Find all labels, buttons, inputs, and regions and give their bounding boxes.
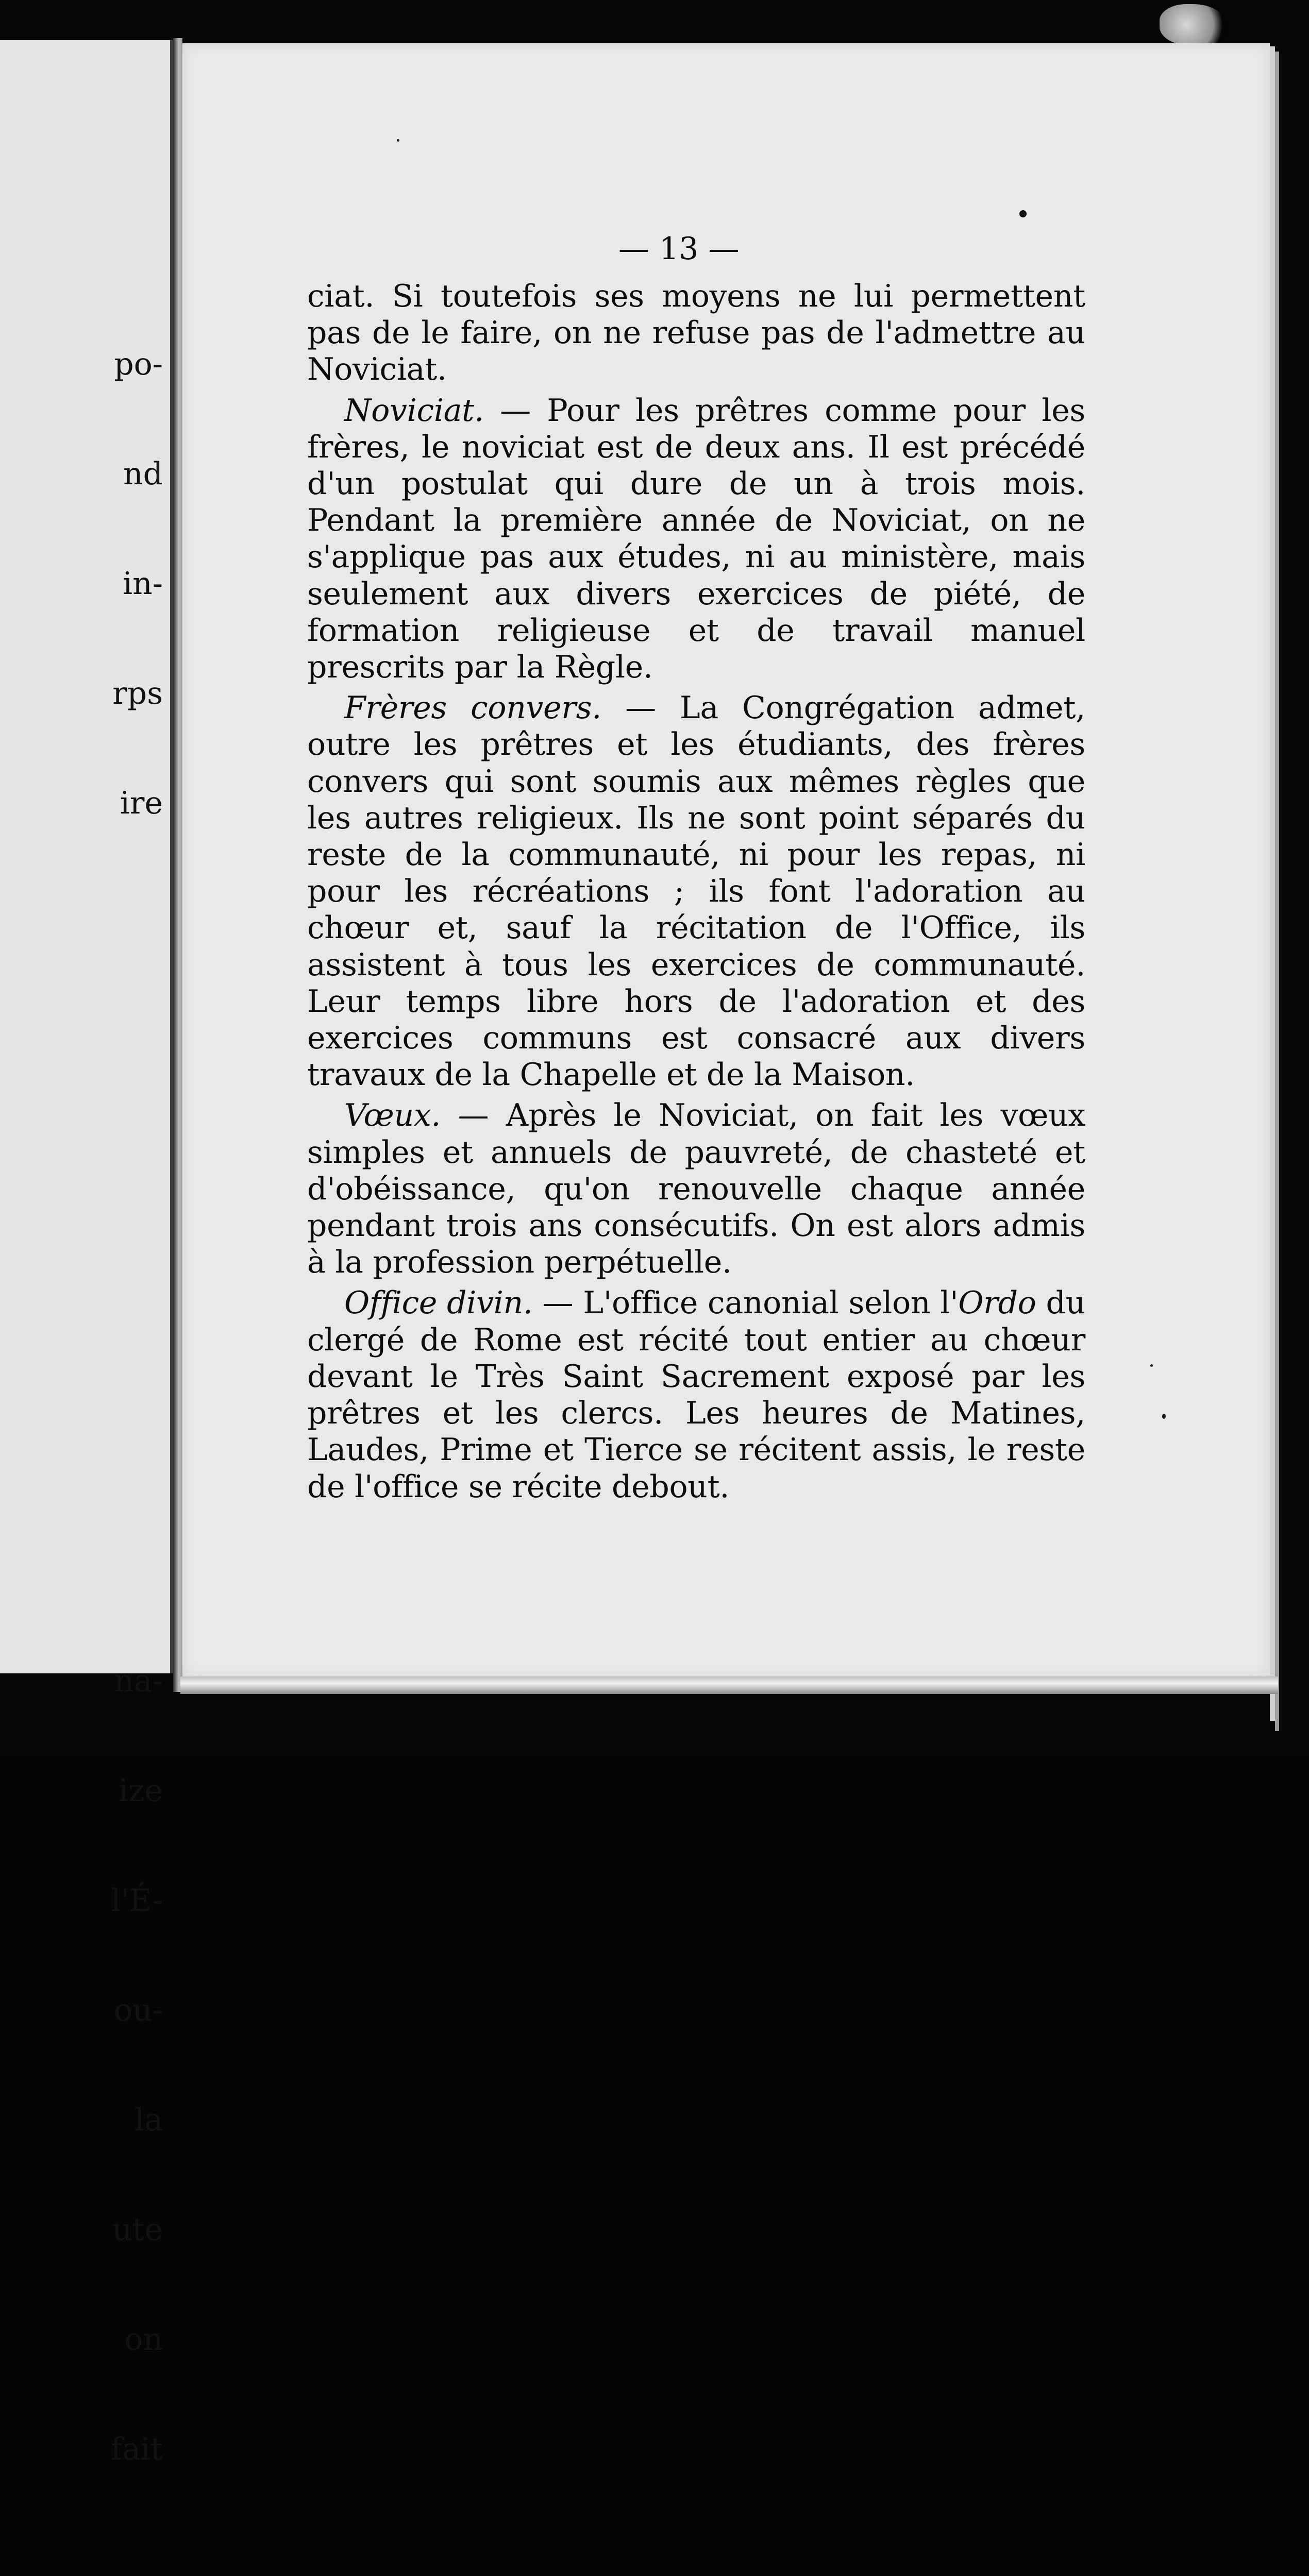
paragraph-text: — Pour les prêtres comme pour les frères, le noviciat est de deux ans. Il est précédé d'un postulat qui dure de un à trois mois. Pendant la première année de Noviciat, on ne s'applique pas aux études, ni au ministère, mais seulement aux divers exercices de piété, de formation religieuse et de travail manuel prescrits par la Règle. xyxy=(307,392,1085,686)
left-fragment: nd xyxy=(123,456,163,492)
ink-speck xyxy=(1162,1414,1166,1419)
ink-speck xyxy=(397,139,399,142)
paragraph-text: — Après le Noviciat, on fait les vœux simples et annuels de pauvreté, de chasteté et d'obéissance, qu'on renouvelle chaque année pendant trois ans consécutifs. On est alors admis à la profession perpétuelle. xyxy=(307,1097,1085,1281)
torn-corner xyxy=(1160,4,1227,45)
left-fragment: ire xyxy=(120,785,163,821)
left-fragment: rps xyxy=(112,675,163,711)
section-lead-voeux: Vœux. xyxy=(344,1097,441,1134)
page-body xyxy=(307,278,1085,1510)
left-fragment: on xyxy=(124,2321,163,2358)
book-spine xyxy=(173,38,182,1692)
left-page xyxy=(0,40,173,2467)
left-fragment xyxy=(0,1114,163,1151)
page-edge xyxy=(1270,46,1275,1721)
left-fragment xyxy=(0,1334,163,1370)
ink-speck xyxy=(1150,1364,1153,1367)
paragraph-office-divin xyxy=(307,1285,1085,1505)
ordo-italic: Ordo xyxy=(958,1285,1036,1321)
section-lead-noviciat: Noviciat. xyxy=(344,392,484,429)
left-fragment: po- xyxy=(114,346,163,382)
left-fragment xyxy=(0,1553,163,1590)
left-fragment: na- xyxy=(114,1663,163,1699)
left-fragment xyxy=(0,1444,163,1480)
left-fragment xyxy=(0,895,163,931)
section-lead-freres-convers: Frères convers. xyxy=(344,690,602,726)
left-fragment xyxy=(0,1005,163,1041)
paragraph-text: du clergé de Rome est récité tout entier au chœur devant le Très Saint Sacrement exposé par les prêtres et les clercs. Les heures de Matines, Laudes, Prime et Tierce se récitent assis, le reste de l'office se récite debout. xyxy=(307,1285,1085,1505)
ink-speck xyxy=(1019,210,1027,217)
paragraph-voeux xyxy=(307,1097,1085,1281)
paragraph-freres-convers xyxy=(307,690,1085,1093)
left-page-line-fragments xyxy=(0,273,163,2576)
left-fragment: ute xyxy=(112,2212,163,2248)
paragraph-noviciat xyxy=(307,393,1085,686)
section-lead-office-divin: Office divin. xyxy=(344,1285,533,1321)
left-fragment xyxy=(0,2541,163,2576)
page-edge-shadow xyxy=(1275,52,1279,1731)
paragraph-continuation xyxy=(307,278,1085,388)
left-fragment: fait xyxy=(110,2431,163,2467)
paragraph-text: — L'office canonial selon l' xyxy=(532,1285,959,1321)
paragraph-text: — La Congrégation admet, outre les prêtres et les étudiants, des frères convers qui sont soumis aux mêmes règles que les autres religieux. Ils ne sont point séparés du reste de la communauté, ni pour les repas, ni pour les récréations ; ils font l'adoration au chœur et, sauf la récitation de l'Office, ils assistent à tous les exercices de communauté. Leur temps libre hors de l'adoration et des exercices communs est consacré aux divers travaux de la Chapelle et de la Maison. xyxy=(307,690,1085,1093)
left-fragment: ize xyxy=(118,1773,163,1809)
left-fragment: la xyxy=(135,2102,163,2138)
page-bottom-edge xyxy=(180,1676,1278,1694)
left-fragment: ou- xyxy=(113,1992,163,2028)
left-fragment xyxy=(0,1224,163,1261)
paragraph-text: ciat. Si toutefois ses moyens ne lui permettent pas de le faire, on ne refuse pas de l'admettre au Noviciat. xyxy=(307,278,1085,388)
left-fragment: in- xyxy=(122,566,163,602)
left-fragment: l'É- xyxy=(111,1883,163,1919)
page-number: — 13 — xyxy=(618,231,740,267)
